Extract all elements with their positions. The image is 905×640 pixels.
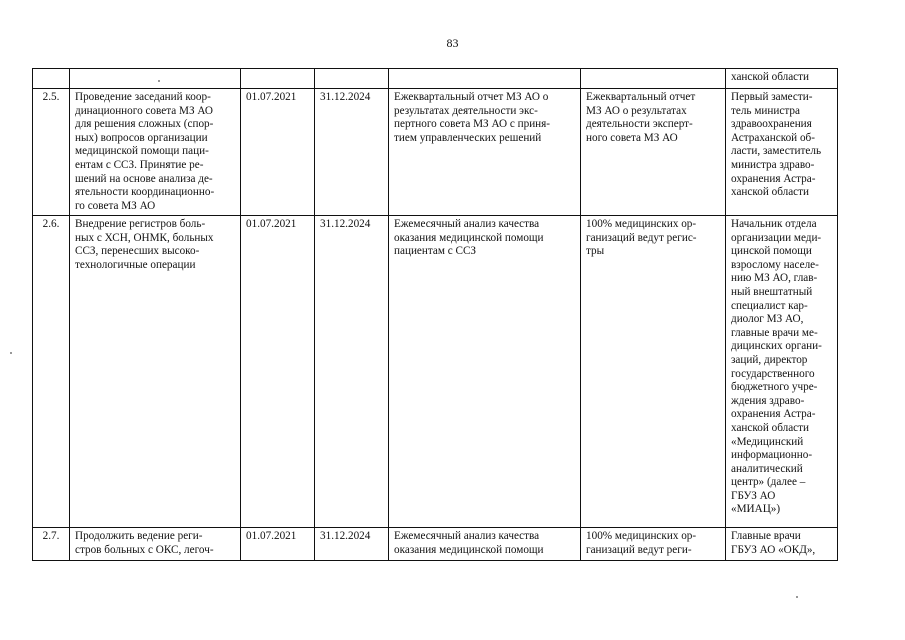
responsible-cell: Первый замести- тель министра здравоохранения Астраханской об- ласти, заместитель министра здраво- охранения Астра- ханской области (726, 89, 838, 216)
responsible-cell: Начальник отдела организации меди- цинской помощи взрослому населе- нию МЗ АО, глав- ный внештатный специалист кар- диолог МЗ АО, главные врачи ме- дицинских органи- заций, директор государственного бюджетного учре- ждения здраво- охранения Астра- ханской области «Медицинский информационно- аналитический центр» (далее – ГБУЗ АО «МИАЦ») (726, 216, 838, 528)
end-date-cell: 31.12.2024 (315, 89, 389, 216)
page-number: 83 (446, 36, 459, 50)
result-cell: Ежеквартальный отчет МЗ АО о результатах деятельности эксперт- ного совета МЗ АО (581, 89, 726, 216)
item-number: 2.5. (33, 89, 70, 216)
start-date-cell (241, 69, 315, 89)
activity-cell: Внедрение регистров боль- ных с ХСН, ОНМК, больных ССЗ, перенесших высоко- технологичные операции (70, 216, 241, 528)
activity-cell: Проведение заседаний коор- динационного совета МЗ АО для решения сложных (спор- ных) вопросов организации медицинской помощи паци- ентам с ССЗ. Принятие ре- шений на основе анализа де- ятельности координационно- го совета МЗ АО (70, 89, 241, 216)
table-row (33, 69, 838, 89)
control-cell: Ежемесячный анализ качества оказания медицинской помощи (389, 528, 581, 561)
activity-cell (70, 69, 241, 89)
scan-speck (158, 80, 160, 82)
responsible-cell: Главные врачи ГБУЗ АО «ОКД», (726, 528, 838, 561)
action-plan-table (32, 68, 838, 561)
table-row (33, 216, 838, 528)
responsible-cell: ханской области (726, 69, 838, 89)
scan-speck (796, 596, 798, 598)
control-cell: Ежеквартальный отчет МЗ АО о результатах деятельности экс- пертного совета МЗ АО с приня- тием управленческих решений (389, 89, 581, 216)
item-number: 2.6. (33, 216, 70, 528)
item-number (33, 69, 70, 89)
end-date-cell: 31.12.2024 (315, 216, 389, 528)
start-date-cell: 01.07.2021 (241, 89, 315, 216)
result-cell (581, 69, 726, 89)
table-row (33, 89, 838, 216)
end-date-cell (315, 69, 389, 89)
control-cell: Ежемесячный анализ качества оказания медицинской помощи пациентам с ССЗ (389, 216, 581, 528)
item-number: 2.7. (33, 528, 70, 561)
activity-cell: Продолжить ведение реги- стров больных с ОКС, легоч- (70, 528, 241, 561)
start-date-cell: 01.07.2021 (241, 216, 315, 528)
result-cell: 100% медицинских ор- ганизаций ведут реги- (581, 528, 726, 561)
end-date-cell: 31.12.2024 (315, 528, 389, 561)
table-row (33, 528, 838, 561)
result-cell: 100% медицинских ор- ганизаций ведут регис- тры (581, 216, 726, 528)
scan-speck (10, 352, 12, 354)
start-date-cell: 01.07.2021 (241, 528, 315, 561)
control-cell (389, 69, 581, 89)
